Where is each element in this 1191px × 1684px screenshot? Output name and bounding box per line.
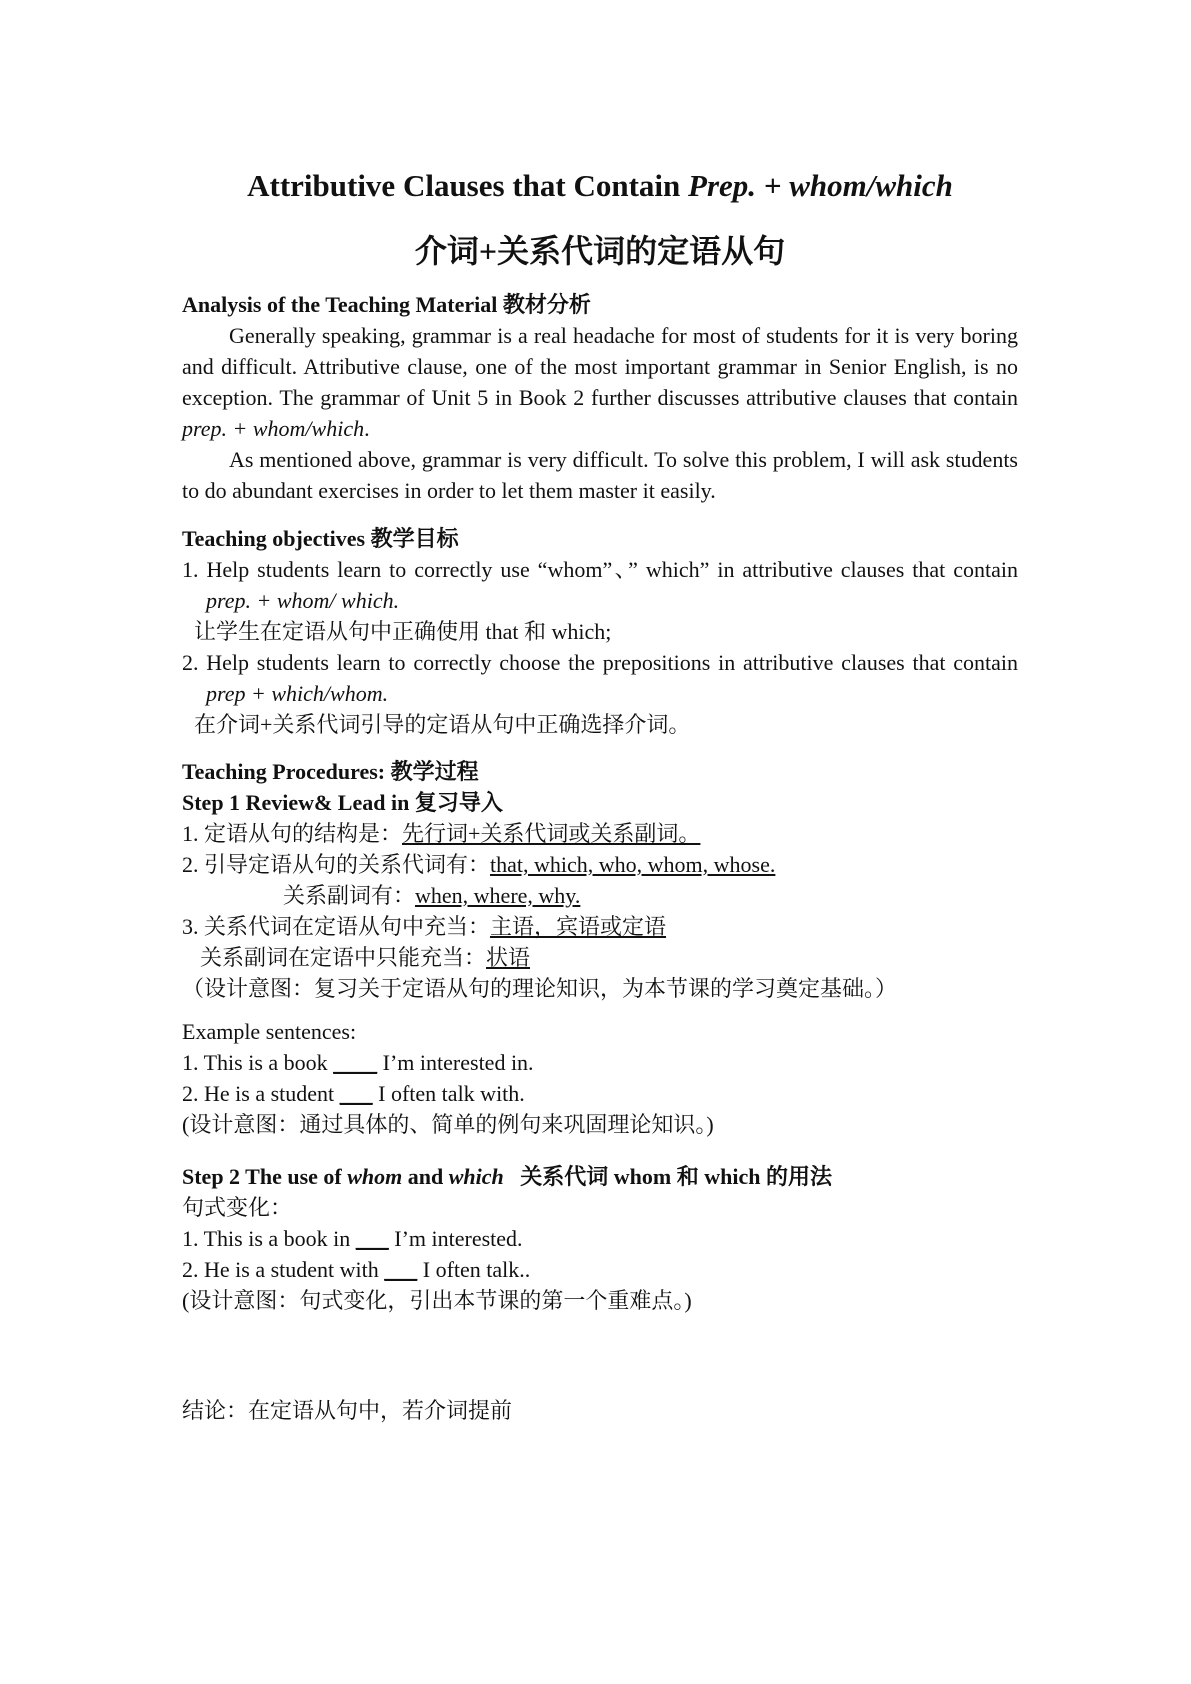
review-design-note: （设计意图：复习关于定语从句的理论知识，为本节课的学习奠定基础。） bbox=[182, 976, 898, 1001]
analysis-paragraph-1: Generally speaking, grammar is a real headache for most of students for it is very boring and difficult. Attributive clause, one of the most important grammar in Senior English, is no exception. The grammar of Unit 5 in Book 2 further discusses attributive clauses that contain prep. + whom/which. bbox=[182, 323, 1018, 441]
examples-section bbox=[182, 1016, 1018, 1140]
review-line-5: 关系副词在定语中只能充当：状语 bbox=[200, 945, 531, 970]
blank: ___ bbox=[339, 1081, 373, 1106]
example-sentence-2: 2. He is a student ___ I often talk with. bbox=[182, 1081, 525, 1106]
blank: ____ bbox=[333, 1050, 378, 1075]
examples-design-note: (设计意图：通过具体的、简单的例句来巩固理论知识。) bbox=[182, 1112, 714, 1137]
review-line-2: 2. 引导定语从句的关系代词有：that, which, who, whom, whose. bbox=[182, 852, 776, 877]
example-sentence-1: 1. This is a book ____ I’m interested in. bbox=[182, 1050, 534, 1075]
analysis-paragraph-2: As mentioned above, grammar is very difficult. To solve this problem, I will ask students to do abundant exercises in order to let them master it easily. bbox=[182, 447, 1018, 503]
review-line-1: 1. 定语从句的结构是：先行词+关系代词或关系副词。 bbox=[182, 821, 701, 846]
step2-sentence-1: 1. This is a book in ___ I’m interested. bbox=[182, 1226, 523, 1251]
procedures-heading: Teaching Procedures: 教学过程 bbox=[182, 759, 479, 784]
sentence-change-heading: 句式变化： bbox=[182, 1195, 293, 1220]
step2-section bbox=[182, 1161, 1018, 1316]
title-italic: Prep. + whom/which bbox=[688, 168, 953, 203]
title-english: Attributive Clauses that Contain Prep. + whom/which bbox=[247, 168, 953, 203]
objectives-heading: Teaching objectives 教学目标 bbox=[182, 526, 459, 551]
step2-sentence-2: 2. He is a student with ___ I often talk.. bbox=[182, 1257, 531, 1282]
examples-heading: Example sentences: bbox=[182, 1019, 357, 1044]
step2-design-note: (设计意图：句式变化，引出本节课的第一个重难点。) bbox=[182, 1288, 692, 1313]
review-line-3: 关系副词有：when, where, why. bbox=[283, 883, 581, 908]
blank: ___ bbox=[355, 1226, 389, 1251]
objectives-section bbox=[182, 523, 1018, 740]
step1-heading: Step 1 Review& Lead in 复习导入 bbox=[182, 790, 503, 815]
step2-heading: Step 2 The use of whom and which 关系代词 whom 和 which 的用法 bbox=[182, 1164, 832, 1189]
blank: ___ bbox=[384, 1257, 418, 1282]
objective-item-1-chinese: 让学生在定语从句中正确使用 that 和 which; bbox=[194, 619, 612, 644]
conclusion: 结论：在定语从句中，若介词提前 bbox=[182, 1398, 513, 1423]
analysis-section bbox=[182, 289, 1018, 506]
analysis-heading: Analysis of the Teaching Material 教材分析 bbox=[182, 292, 591, 317]
title-chinese: 介词+关系代词的定语从句 bbox=[414, 233, 786, 269]
objective-item-2-chinese: 在介词+关系代词引导的定语从句中正确选择介词。 bbox=[194, 712, 691, 737]
objective-item-2: 2. Help students learn to correctly choose the prepositions in attributive clauses that contain prep + which/whom. bbox=[182, 650, 1018, 706]
objective-item-1: 1. Help students learn to correctly use “whom”、” which” in attributive clauses that contain prep. + whom/ which. bbox=[182, 557, 1018, 613]
procedures-section bbox=[182, 756, 1018, 1004]
review-line-4: 3. 关系代词在定语从句中充当：主语，宾语或定语 bbox=[182, 914, 667, 939]
